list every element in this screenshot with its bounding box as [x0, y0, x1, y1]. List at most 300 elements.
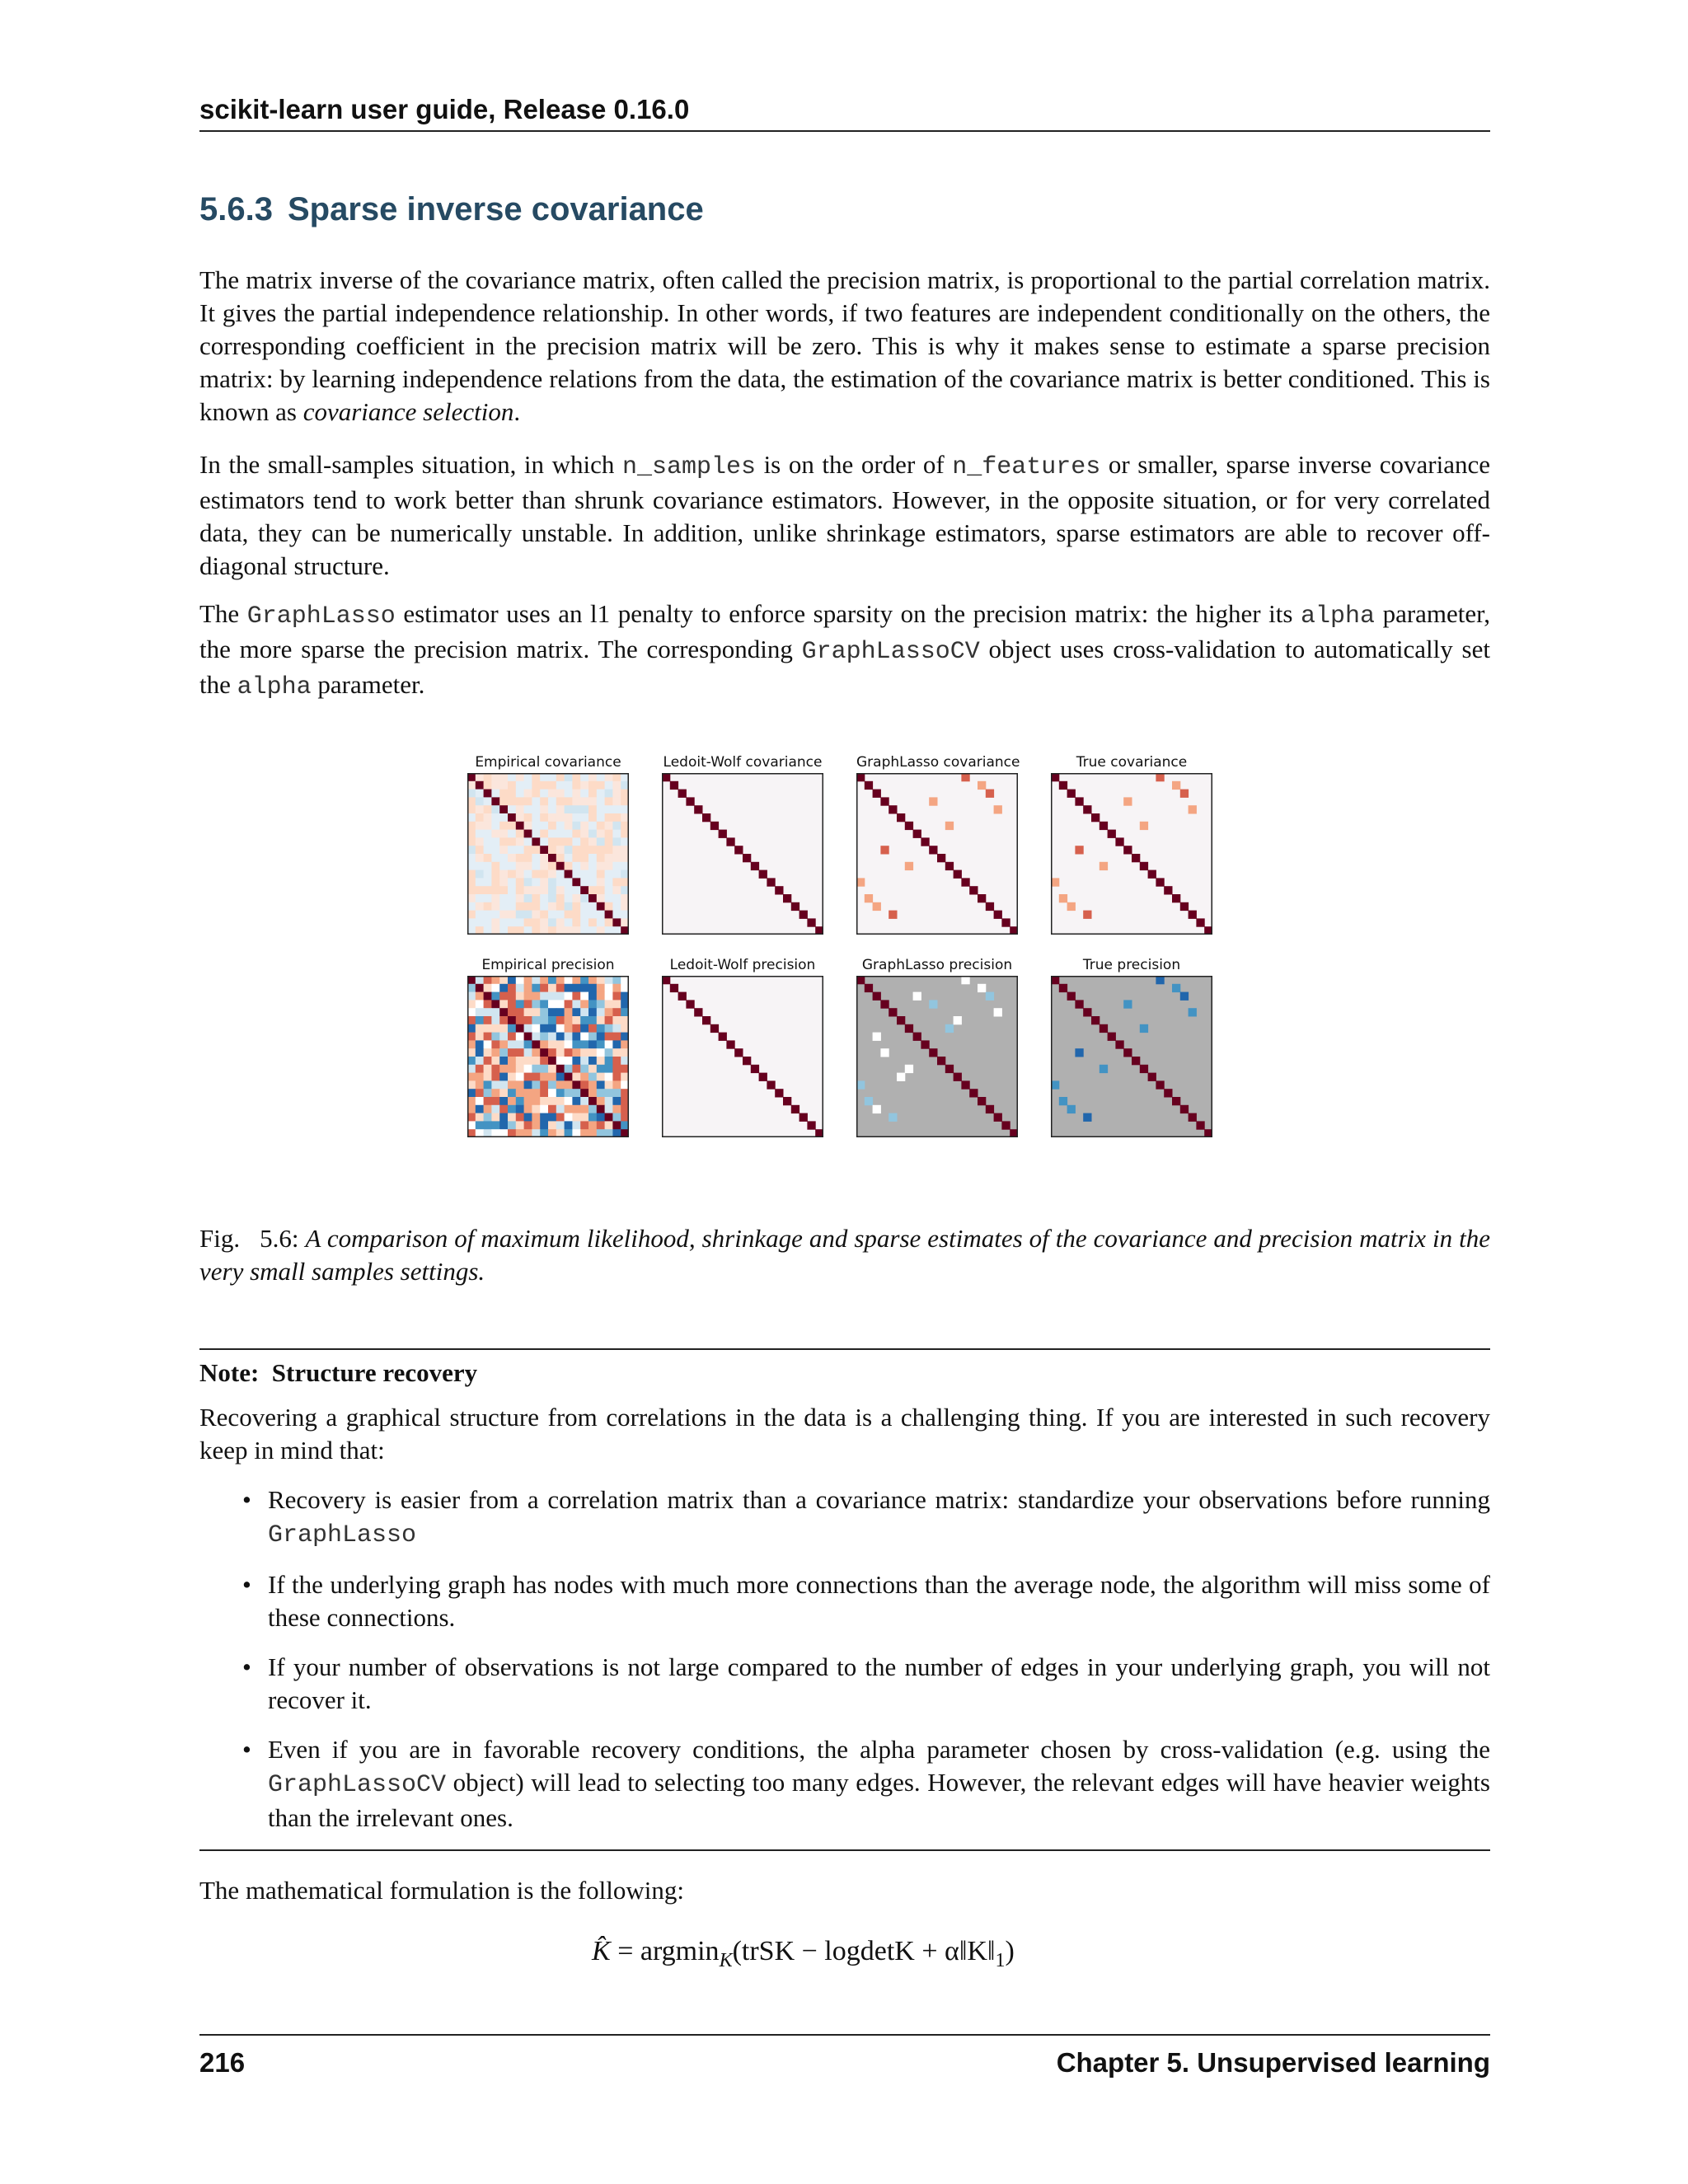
matrix-cell [580, 837, 588, 846]
matrix-cell [612, 870, 621, 879]
matrix-cell [897, 813, 905, 822]
matrix-cell [499, 773, 508, 781]
matrix-cell [572, 1000, 580, 1008]
matrix-cell [588, 1113, 597, 1122]
matrix-cell [937, 854, 945, 862]
matrix-cell [791, 1105, 799, 1113]
code-graphlasso[interactable]: GraphLasso [246, 602, 396, 630]
matrix-cell [565, 1089, 573, 1097]
matrix-cell [1083, 911, 1091, 919]
matrix-cell [597, 790, 605, 798]
matrix-cell [516, 1080, 524, 1089]
matrix-cell [499, 830, 508, 838]
matrix-cell [1100, 822, 1108, 830]
matrix-cell [612, 1073, 621, 1081]
matrix-cell [565, 1121, 573, 1129]
matrix-cell [548, 813, 556, 822]
matrix-cell [572, 984, 580, 992]
matrix-cell [508, 1048, 516, 1057]
matrix-cell [905, 1065, 913, 1073]
matrix-cell [516, 1033, 524, 1041]
section-number: 5.6.3 [199, 191, 273, 227]
matrix-cell [476, 911, 484, 919]
matrix-cell [532, 918, 540, 926]
matrix-cell [524, 918, 532, 926]
matrix-cell [548, 1048, 556, 1057]
matrix-cell [954, 1073, 962, 1081]
matrix-cell [612, 1008, 621, 1016]
matrix-cell [491, 918, 499, 926]
matrix-cell [467, 1048, 476, 1057]
matrix-cell [484, 830, 492, 838]
matrix-cell [597, 886, 605, 894]
matrix-cell [572, 773, 580, 781]
matrix-cell [524, 1008, 532, 1016]
matrix-cell [548, 1008, 556, 1016]
matrix-cell [612, 1113, 621, 1122]
matrix-cell [491, 1097, 499, 1105]
code-alpha: alpha [1301, 602, 1376, 630]
matrix-cell [612, 1121, 621, 1129]
matrix-cell [1067, 790, 1076, 798]
matrix-cell [491, 1065, 499, 1073]
matrix-cell [588, 1048, 597, 1057]
matrix-cell [1156, 773, 1164, 781]
matrix-cell [588, 911, 597, 919]
matrix-cell [580, 1008, 588, 1016]
matrix-cell [605, 830, 613, 838]
matrix-cell [1059, 1097, 1067, 1105]
matrix-cell [580, 1048, 588, 1057]
matrix-cell [565, 1057, 573, 1065]
matrix-cell [548, 854, 556, 862]
matrix-cell [524, 1057, 532, 1065]
matrix-cell [612, 1089, 621, 1097]
matrix-cell [491, 781, 499, 790]
matrix-cell [605, 805, 613, 813]
matrix-cell [612, 1065, 621, 1073]
p1-end: . [513, 397, 521, 426]
matrix-cell [484, 1121, 492, 1129]
matrix-cell [524, 976, 532, 984]
matrix-cell [865, 894, 873, 902]
matrix-cell [524, 1048, 532, 1057]
matrix-cell [548, 822, 556, 830]
matrix-cell [508, 846, 516, 854]
matrix-cell [588, 1089, 597, 1097]
matrix-cell [743, 1057, 751, 1065]
matrix-cell [1075, 846, 1083, 854]
matrix-cell [978, 1097, 986, 1105]
chapter-title: Chapter 5. Unsupervised learning [1056, 2047, 1490, 2078]
matrix-cell [1123, 1048, 1132, 1057]
matrix-cell [540, 837, 548, 846]
matrix-cell [612, 1024, 621, 1033]
code-graphlassocv[interactable]: GraphLassoCV [268, 1771, 447, 1799]
matrix-cell [612, 854, 621, 862]
matrix-cell [605, 1113, 613, 1122]
matrix-cell [491, 1048, 499, 1057]
matrix-cell [532, 911, 540, 919]
matrix-cell [994, 911, 1002, 919]
matrix-cell [484, 886, 492, 894]
matrix-cell [484, 1048, 492, 1057]
panel-title: Empirical precision [481, 957, 615, 973]
matrix-cell [605, 781, 613, 790]
matrix-cell [516, 846, 524, 854]
matrix-cell [580, 781, 588, 790]
matrix-cell [954, 870, 962, 879]
matrix-cell [516, 1121, 524, 1129]
matrix-cell [678, 790, 687, 798]
matrix-cell [588, 918, 597, 926]
matrix-cell [710, 822, 719, 830]
matrix-cell [565, 918, 573, 926]
matrix-cell [532, 797, 540, 805]
matrix-cell [476, 1105, 484, 1113]
matrix-cell [605, 1057, 613, 1065]
matrix-cell [532, 902, 540, 911]
matrix-cell [580, 1080, 588, 1089]
matrix-cell [1156, 976, 1164, 984]
formula-sub-1: 1 [995, 1949, 1006, 1971]
matrix-cell [540, 822, 548, 830]
matrix-cell [540, 902, 548, 911]
matrix-cell [491, 830, 499, 838]
matrix-cell [612, 1080, 621, 1089]
matrix-cell [807, 1121, 815, 1129]
panel-ledoit-wolf-precision [662, 954, 823, 1137]
matrix-cell [662, 773, 670, 781]
matrix-cell [612, 1057, 621, 1065]
matrix-cell [524, 902, 532, 911]
matrix-cell [873, 1105, 881, 1113]
matrix-cell [548, 1040, 556, 1048]
matrix-cell [597, 813, 605, 822]
matrix-cell [540, 1033, 548, 1041]
matrix-cell [499, 797, 508, 805]
matrix-cell [605, 976, 613, 984]
matrix-cell [508, 1040, 516, 1048]
matrix-cell [612, 1048, 621, 1057]
matrix-cell [467, 797, 476, 805]
caption-label: Fig. 5.6: [199, 1224, 299, 1253]
matrix-cell [540, 984, 548, 992]
matrix-heatmap [662, 976, 823, 1137]
matrix-cell [484, 894, 492, 902]
matrix-cell [548, 1121, 556, 1129]
matrix-cell [565, 1097, 573, 1105]
matrix-cell [476, 1008, 484, 1016]
matrix-cell [476, 805, 484, 813]
matrix-cell [556, 862, 565, 870]
matrix-cell [524, 846, 532, 854]
matrix-cell [524, 805, 532, 813]
matrix-cell [597, 773, 605, 781]
matrix-cell [540, 1065, 548, 1073]
matrix-cell [548, 886, 556, 894]
matrix-cell [580, 1065, 588, 1073]
matrix-cell [612, 1016, 621, 1024]
matrix-cell [612, 911, 621, 919]
matrix-cell [548, 830, 556, 838]
matrix-cell [516, 1048, 524, 1057]
matrix-cell [524, 878, 532, 886]
matrix-cell [540, 918, 548, 926]
matrix-cell [476, 1089, 484, 1097]
matrix-cell [491, 870, 499, 879]
matrix-cell [491, 902, 499, 911]
panel-title: Ledoit-Wolf precision [669, 957, 816, 973]
matrix-cell [1172, 1097, 1180, 1105]
matrix-cell [467, 878, 476, 886]
matrix-cell [540, 1024, 548, 1033]
matrix-cell [491, 992, 499, 1001]
matrix-cell [565, 773, 573, 781]
matrix-cell [524, 1073, 532, 1081]
matrix-cell [548, 1033, 556, 1041]
matrix-cell [588, 1033, 597, 1041]
matrix-cell [499, 870, 508, 879]
matrix-cell [605, 918, 613, 926]
matrix-cell [532, 1121, 540, 1129]
p2-a: In the small-samples situation, in which [199, 450, 622, 479]
matrix-cell [499, 894, 508, 902]
matrix-cell [516, 878, 524, 886]
matrix-cell [1123, 1000, 1132, 1008]
matrix-cell [499, 1024, 508, 1033]
matrix-cell [580, 902, 588, 911]
matrix-cell [516, 984, 524, 992]
matrix-cell [597, 1089, 605, 1097]
matrix-heatmap [467, 773, 629, 935]
matrix-cell [476, 790, 484, 798]
matrix-cell [565, 822, 573, 830]
matrix-cell [548, 781, 556, 790]
matrix-cell [572, 781, 580, 790]
matrix-cell [799, 1113, 808, 1122]
matrix-cell [491, 773, 499, 781]
matrix-cell [565, 1024, 573, 1033]
matrix-cell [865, 984, 873, 992]
matrix-cell [1180, 992, 1189, 1001]
matrix-cell [499, 1048, 508, 1057]
matrix-cell [467, 976, 476, 984]
matrix-cell [565, 854, 573, 862]
matrix-cell [580, 1057, 588, 1065]
matrix-cell [491, 1016, 499, 1024]
matrix-cell [532, 1024, 540, 1033]
matrix-cell [508, 1033, 516, 1041]
matrix-cell [499, 790, 508, 798]
matrix-cell [548, 862, 556, 870]
matrix-cell [556, 1016, 565, 1024]
matrix-cell [572, 1040, 580, 1048]
matrix-cell [759, 870, 767, 879]
matrix-cell [580, 1113, 588, 1122]
matrix-cell [484, 773, 492, 781]
matrix-cell [856, 773, 865, 781]
matrix-cell [476, 830, 484, 838]
matrix-cell [491, 822, 499, 830]
matrix-cell [516, 822, 524, 830]
matrix-cell [889, 1008, 897, 1016]
matrix-cell [580, 854, 588, 862]
matrix-cell [491, 1105, 499, 1113]
matrix-cell [540, 1016, 548, 1024]
matrix-cell [580, 830, 588, 838]
matrix-heatmap [856, 773, 1018, 935]
matrix-cell [783, 1097, 791, 1105]
matrix-cell [532, 1033, 540, 1041]
matrix-cell [540, 1073, 548, 1081]
matrix-cell [532, 846, 540, 854]
matrix-cell [1156, 878, 1164, 886]
matrix-cell [476, 1024, 484, 1033]
bullet-text: Even if you are in favorable recovery conditions, the alpha parameter chosen by cross-validation (e.g. using the [268, 1735, 1490, 1764]
matrix-cell [556, 846, 565, 854]
matrix-cell [467, 773, 476, 781]
matrix-cell [605, 1105, 613, 1113]
matrix-cell [710, 1024, 719, 1033]
matrix-cell [524, 862, 532, 870]
matrix-cell [597, 911, 605, 919]
matrix-cell [1051, 773, 1059, 781]
matrix-cell [499, 813, 508, 822]
matrix-cell [580, 1105, 588, 1113]
matrix-cell [484, 984, 492, 992]
matrix-cell [499, 1000, 508, 1008]
panel-ledoit-wolf-covariance [662, 752, 823, 935]
section-title: Sparse inverse covariance [287, 191, 704, 227]
matrix-cell [540, 911, 548, 919]
matrix-cell [499, 805, 508, 813]
matrix-cell [961, 878, 969, 886]
matrix-cell [612, 976, 621, 984]
matrix-cell [565, 1008, 573, 1016]
matrix-cell [532, 854, 540, 862]
matrix-cell [565, 1065, 573, 1073]
matrix-cell [467, 1089, 476, 1097]
matrix-cell [580, 918, 588, 926]
matrix-cell [986, 1105, 994, 1113]
matrix-cell [484, 1065, 492, 1073]
matrix-cell [499, 837, 508, 846]
matrix-cell [532, 1048, 540, 1057]
matrix-cell [467, 1000, 476, 1008]
matrix-cell [467, 911, 476, 919]
matrix-cell [508, 822, 516, 830]
code-graphlasso[interactable]: GraphLasso [268, 1521, 417, 1549]
matrix-cell [532, 886, 540, 894]
matrix-cell [588, 1040, 597, 1048]
matrix-cell [476, 773, 484, 781]
matrix-cell [516, 813, 524, 822]
matrix-cell [499, 1089, 508, 1097]
matrix-cell [588, 797, 597, 805]
code-graphlassocv[interactable]: GraphLassoCV [801, 638, 980, 666]
matrix-cell [556, 976, 565, 984]
matrix-cell [873, 790, 881, 798]
matrix-cell [597, 830, 605, 838]
matrix-cell [524, 1000, 532, 1008]
matrix-cell [873, 902, 881, 911]
matrix-cell [1108, 1033, 1116, 1041]
matrix-cell [1001, 918, 1010, 926]
matrix-cell [532, 773, 540, 781]
matrix-cell [929, 1000, 937, 1008]
matrix-cell [491, 1121, 499, 1129]
matrix-cell [508, 1065, 516, 1073]
matrix-cell [565, 1073, 573, 1081]
matrix-cell [516, 870, 524, 879]
matrix-cell [597, 1033, 605, 1041]
matrix-cell [556, 1000, 565, 1008]
note-bullet-list [199, 1483, 1490, 1851]
matrix-cell [524, 813, 532, 822]
matrix-cell [484, 911, 492, 919]
matrix-cell [612, 984, 621, 992]
matrix-cell [484, 837, 492, 846]
matrix-cell [572, 992, 580, 1001]
p1-emphasis: covariance selection [302, 397, 514, 426]
matrix-cell [467, 1121, 476, 1129]
formula-sub: K [719, 1949, 733, 1971]
matrix-cell [532, 1057, 540, 1065]
list-item [199, 1483, 1490, 1552]
matrix-cell [499, 1121, 508, 1129]
matrix-cell [880, 1048, 889, 1057]
formula-body: (trSK − logdetK + α‖K‖ [732, 1936, 996, 1966]
matrix-cell [508, 854, 516, 862]
matrix-cell [491, 984, 499, 992]
matrix-cell [1067, 992, 1076, 1001]
matrix-cell [508, 911, 516, 919]
matrix-cell [572, 911, 580, 919]
matrix-cell [1083, 1008, 1091, 1016]
matrix-cell [467, 1080, 476, 1089]
matrix-cell [994, 805, 1002, 813]
matrix-cell [556, 773, 565, 781]
matrix-cell [588, 1105, 597, 1113]
matrix-cell [856, 1080, 865, 1089]
matrix-cell [491, 854, 499, 862]
matrix-cell [1148, 870, 1156, 879]
matrix-cell [532, 1105, 540, 1113]
matrix-cell [572, 894, 580, 902]
figure-caption [199, 1222, 1490, 1288]
matrix-cell [524, 886, 532, 894]
matrix-cell [540, 846, 548, 854]
matrix-cell [491, 911, 499, 919]
matrix-cell [556, 886, 565, 894]
matrix-cell [572, 1097, 580, 1105]
matrix-cell [516, 911, 524, 919]
matrix-cell [588, 984, 597, 992]
matrix-cell [540, 805, 548, 813]
matrix-cell [548, 846, 556, 854]
matrix-cell [580, 992, 588, 1001]
matrix-cell [572, 902, 580, 911]
matrix-cell [605, 911, 613, 919]
matrix-cell [556, 1105, 565, 1113]
matrix-cell [516, 894, 524, 902]
matrix-cell [565, 992, 573, 1001]
matrix-cell [1091, 1016, 1100, 1024]
matrix-cell [491, 878, 499, 886]
matrix-cell [565, 1113, 573, 1122]
matrix-cell [484, 854, 492, 862]
